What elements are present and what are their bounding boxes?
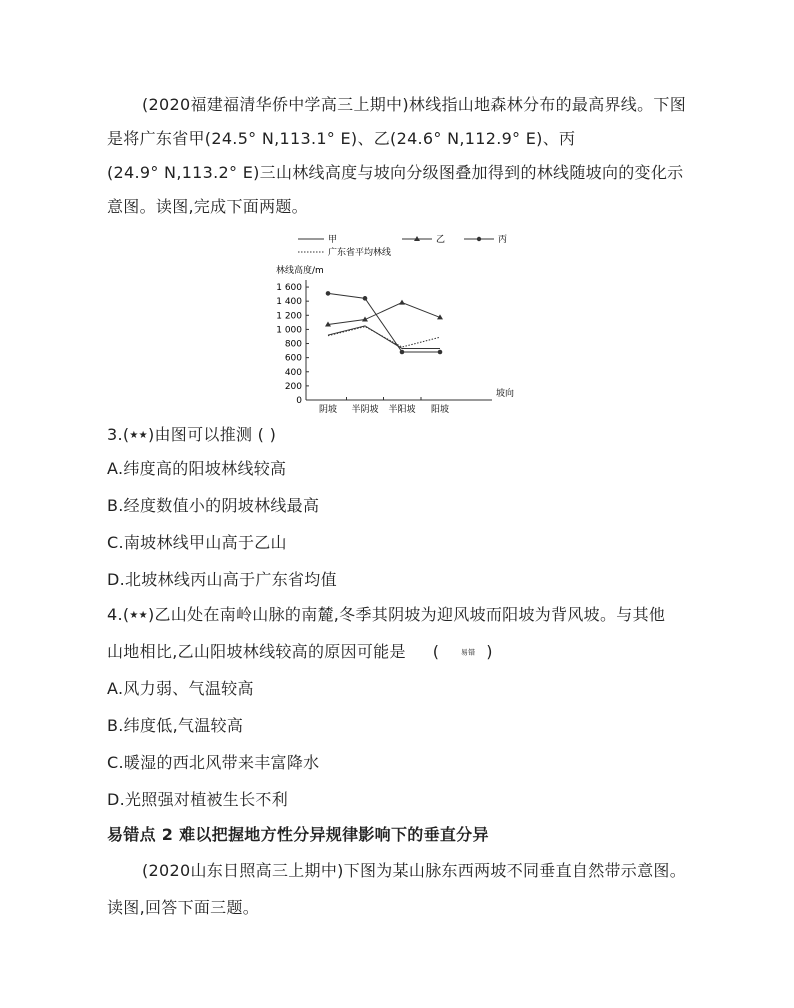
q3-option-a: A.纬度高的阳坡林线较高 <box>107 459 287 478</box>
q4-option-a: A.风力弱、气温较高 <box>107 679 254 698</box>
x-tick-label: 半阳坡 <box>388 405 416 415</box>
q4-paren-close: ) <box>486 642 493 661</box>
error-tag: 易错 <box>460 648 476 657</box>
intro2-line-1: (2020山东日照高三上期中)下图为某山脉东西两坡不同垂直自然带示意图。 <box>142 861 687 880</box>
series-point-bing <box>400 350 405 355</box>
series-line-avg <box>328 327 440 347</box>
q4-text-2: 山地相比,乙山阳坡林线较高的原因可能是 <box>107 642 406 661</box>
q4-stem-line-2 <box>107 641 493 664</box>
series-line-jia <box>328 326 440 349</box>
y-tick-label: 0 <box>296 396 302 406</box>
y-tick-label: 1 600 <box>276 283 302 294</box>
q3-option-c: C.南坡林线甲山高于乙山 <box>107 533 287 552</box>
y-tick-label: 600 <box>284 353 302 364</box>
legend-avg-label: 广东省平均林线 <box>328 248 392 258</box>
x-tick-label: 阴坡 <box>318 405 338 415</box>
q4-paren-open: ( <box>432 642 440 661</box>
section-heading: 易错点 2 难以把握地方性分异规律影响下的垂直分异 <box>107 825 489 844</box>
y-tick-label: 800 <box>284 339 302 350</box>
intro-line-4: 意图。读图,完成下面两题。 <box>107 197 308 216</box>
legend-bing-label: 丙 <box>498 235 508 245</box>
intro2-line-2: 读图,回答下面三题。 <box>107 898 260 917</box>
difficulty-stars: ★★ <box>129 609 148 621</box>
y-tick-label: 1 200 <box>276 311 302 322</box>
intro-line-1: (2020福建福清华侨中学高三上期中)林线指山地森林分布的最高界线。下图 <box>142 95 687 114</box>
x-tick-label: 阳坡 <box>430 405 450 415</box>
difficulty-stars: ★★ <box>129 429 148 441</box>
legend-jia-label: 甲 <box>328 235 338 245</box>
q3-number: 3. <box>107 425 123 444</box>
intro-line-3: (24.9° N,113.2° E)三山林线高度与坡向分级图叠加得到的林线随坡向的变化示 <box>107 163 684 182</box>
legend-bing-marker <box>477 237 481 241</box>
q3-stem: 3.(★★)由图可以推测 ( ) <box>107 424 276 447</box>
intro-line-2: 是将广东省甲(24.5° N,113.1° E)、乙(24.6° N,112.9° E)、丙 <box>107 129 576 148</box>
series-point-yi <box>399 300 405 305</box>
q4-option-c: C.暖湿的西北风带来丰富降水 <box>107 753 320 772</box>
y-axis-label: 林线高度/m <box>276 266 324 276</box>
series-point-bing <box>326 291 331 296</box>
y-tick-label: 200 <box>284 381 302 392</box>
q4-stem: 4.(★★)乙山处在南岭山脉的南麓,冬季其阴坡为迎风坡而阳坡为背风坡。与其他 <box>107 604 665 627</box>
treeline-chart <box>262 228 532 415</box>
q4-option-d: D.光照强对植被生长不利 <box>107 790 289 809</box>
q4-number: 4. <box>107 605 123 624</box>
y-tick-label: 400 <box>284 367 302 378</box>
series-line-yi <box>328 303 440 325</box>
x-axis-label: 坡向 <box>496 389 515 399</box>
series-point-bing <box>438 350 443 355</box>
legend <box>298 234 507 258</box>
legend-yi-label: 乙 <box>436 235 446 245</box>
series-point-bing <box>363 296 368 301</box>
y-tick-label: 1 000 <box>276 325 302 336</box>
q3-option-b: B.经度数值小的阴坡林线最高 <box>107 496 320 515</box>
q4-text: 乙山处在南岭山脉的南麓,冬季其阴坡为迎风坡而阳坡为背风坡。与其他 <box>154 605 666 624</box>
q3-text: 由图可以推测 ( ) <box>154 425 277 444</box>
q4-option-b: B.纬度低,气温较高 <box>107 716 244 735</box>
q3-option-d: D.北坡林线丙山高于广东省均值 <box>107 570 337 589</box>
y-tick-label: 1 400 <box>276 297 302 308</box>
x-tick-label: 半阴坡 <box>351 405 379 415</box>
